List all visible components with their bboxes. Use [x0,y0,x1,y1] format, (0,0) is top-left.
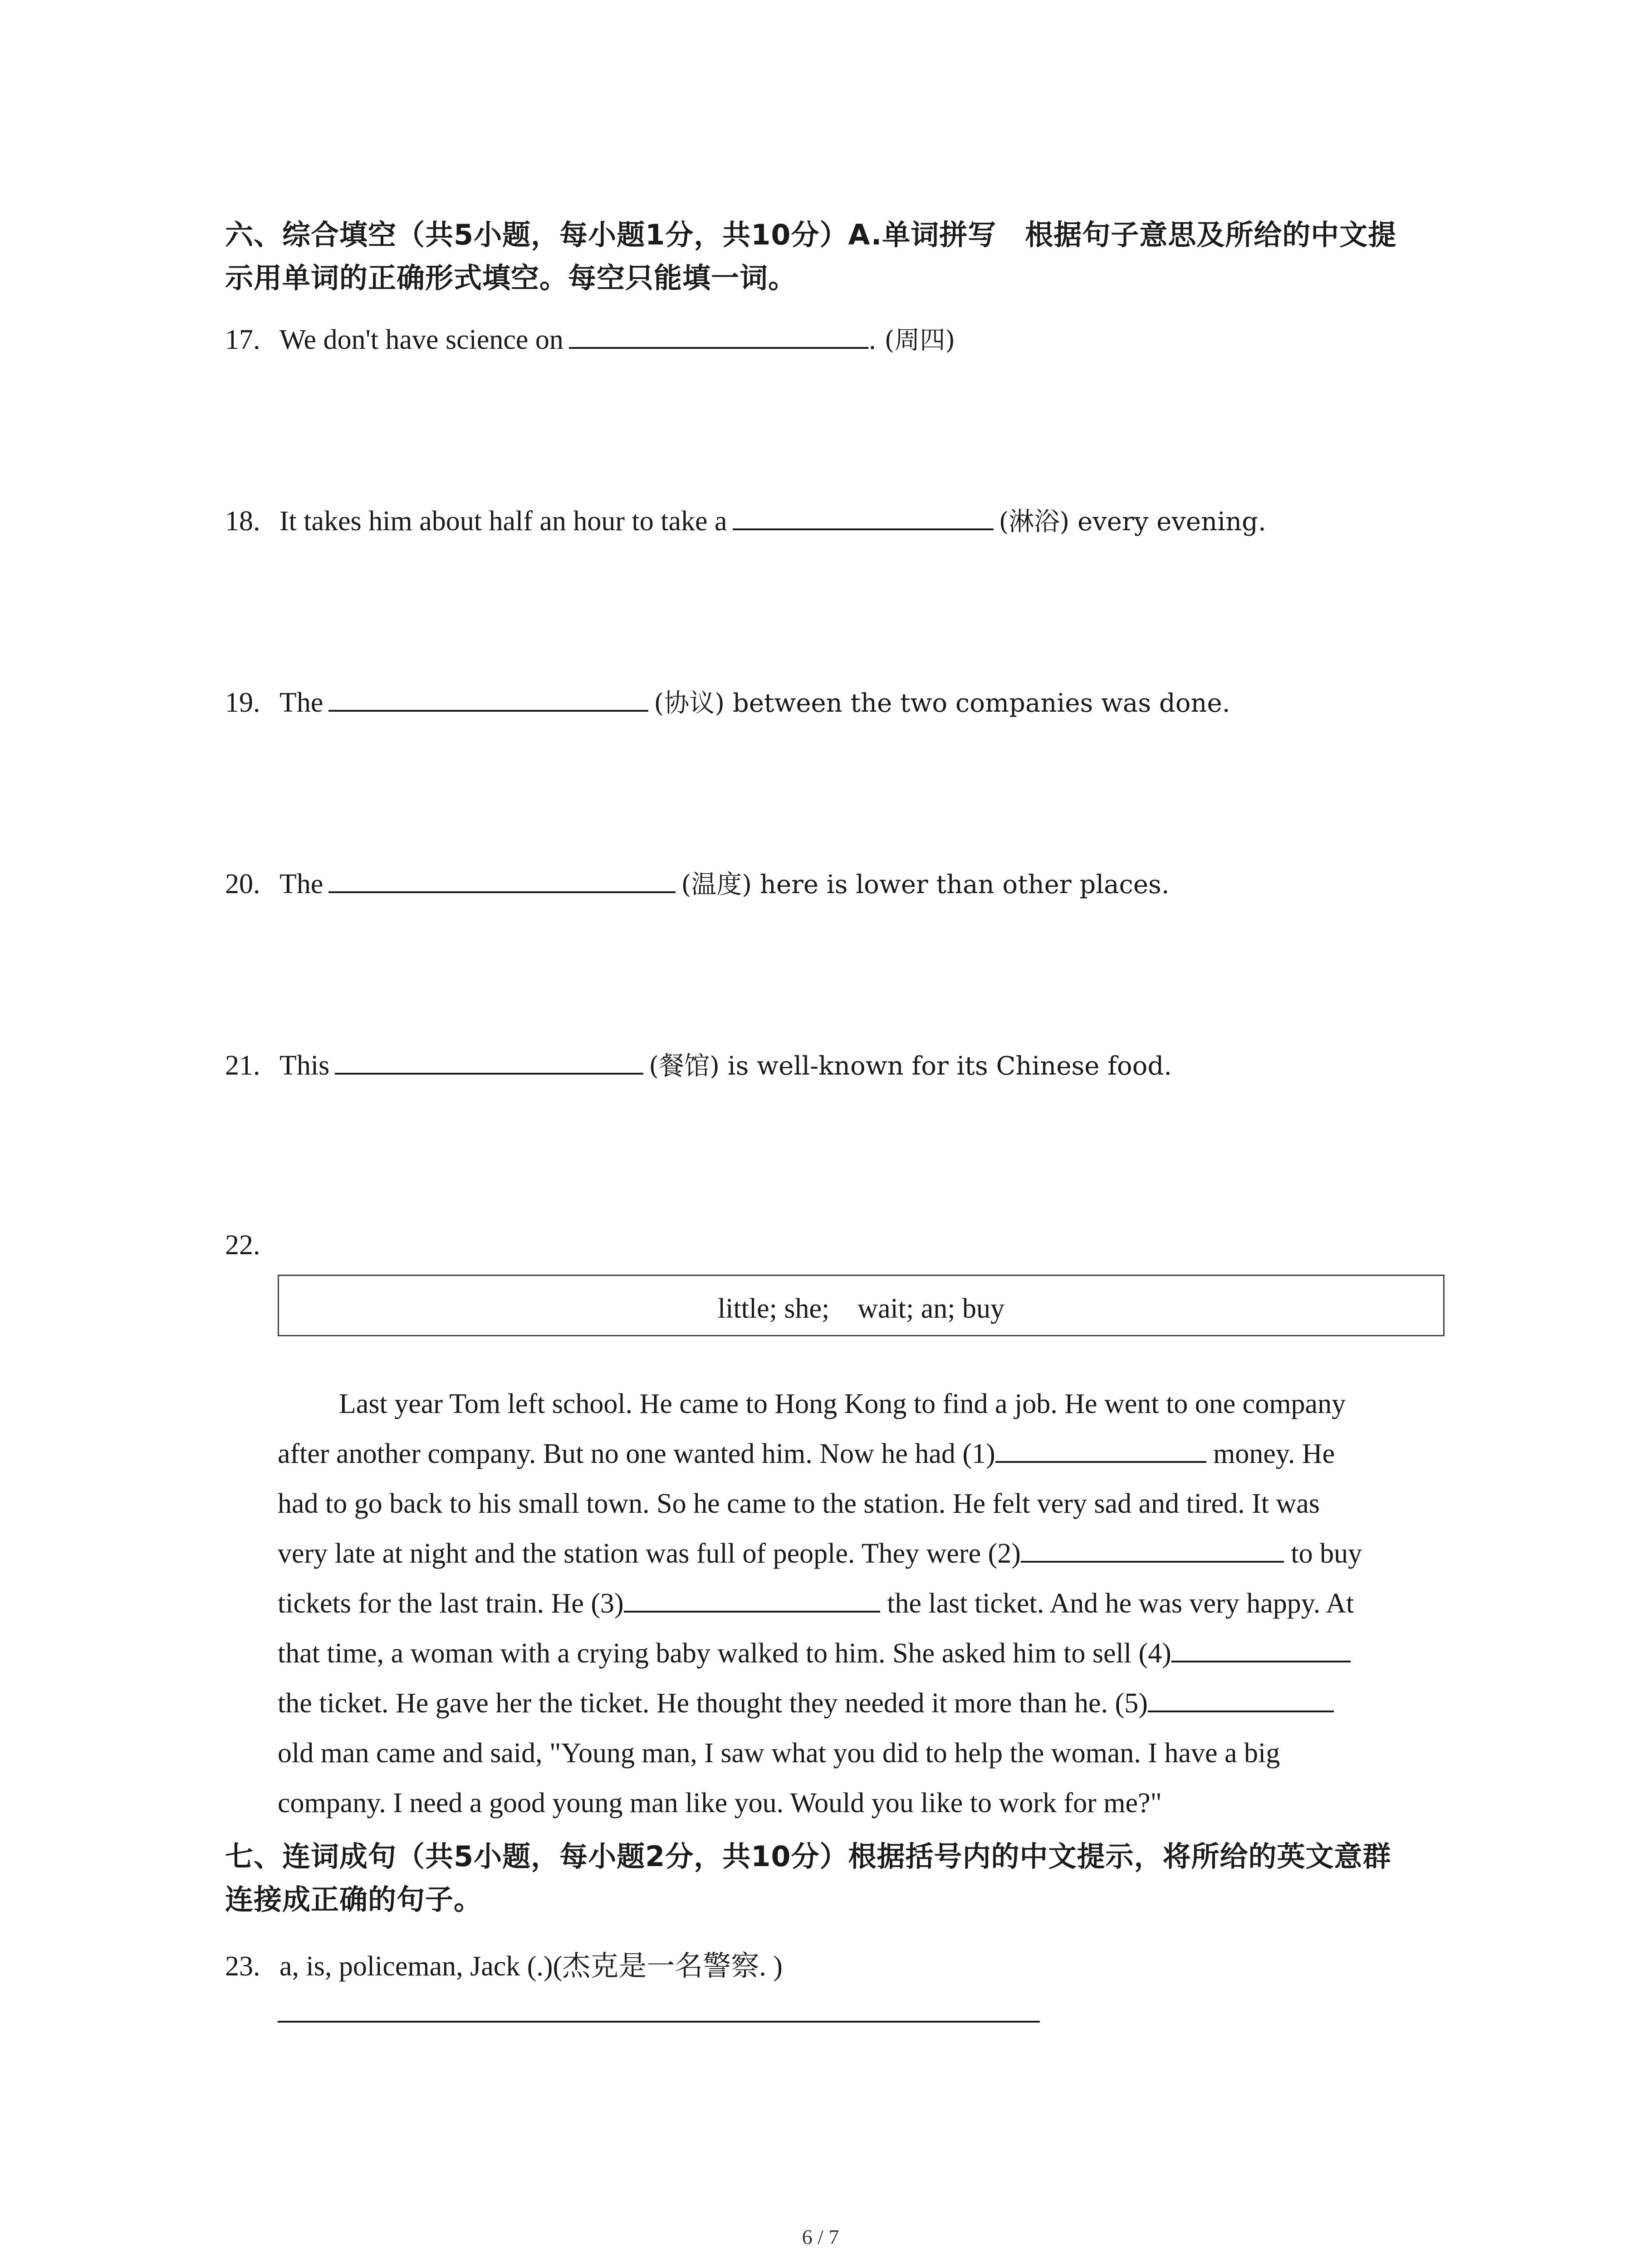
word-bank: little; she; wait; an; buy [718,1293,1004,1324]
passage-text: to buy [1283,1538,1362,1569]
question-20 [225,864,1170,903]
answer-blank[interactable] [569,320,868,349]
question-text-after: (温度) here is lower than other places. [681,870,1170,899]
answer-blank-2[interactable] [1021,1532,1284,1563]
passage-text: that time, a woman with a crying baby walked to him. She asked him to sell (4) [278,1638,1171,1669]
answer-blank-5[interactable] [1148,1681,1334,1712]
passage-text: after another company. But no one wanted him. Now he had (1) [278,1438,995,1469]
passage-text: company. I need a good young man like you. Would you like to work for me?" [278,1788,1162,1818]
question-text: a, is, policeman, Jack (.)(杰克是一名警察. ) [279,1951,783,1982]
question-22-number: 22. [225,1230,260,1261]
passage-line [278,1379,1448,1429]
question-text-after: . (周四) [868,326,955,355]
question-text-before: It takes him about half an hour to take a [279,506,727,537]
question-number: 19. [225,687,260,718]
question-text-before: The [279,869,323,899]
answer-blank-1[interactable] [995,1432,1206,1463]
question-text-after: (协议) between the two companies was done. [654,689,1230,718]
answer-blank-3[interactable] [624,1582,880,1613]
question-17 [225,320,955,359]
section-7-heading-line2: 连接成正确的句子。 [225,1883,483,1916]
section-6-heading-line1: 六、综合填空（共5小题，每小题1分，共10分）A.单词拼写 根据句子意思及所给的中文提 [225,218,1397,251]
page-number: 6 / 7 [802,2225,839,2248]
question-text-before: This [279,1050,330,1081]
question-number: 20. [225,869,260,899]
passage-text: the last ticket. And he was very happy. At [880,1588,1354,1619]
question-19 [225,683,1230,722]
passage-line [278,1579,1448,1628]
section-6-heading [225,213,1459,299]
passage-line [278,1778,1448,1828]
question-18 [225,501,1266,540]
question-text-after: (淋浴) every evening. [999,507,1266,537]
passage-text: money. He [1206,1438,1335,1469]
passage-line [278,1628,1448,1678]
section-6-heading-line2: 示用单词的正确形式填空。每空只能填一词。 [225,261,797,294]
question-text-before: The [279,687,323,718]
answer-blank[interactable] [733,501,994,530]
passage-text: the ticket. He gave her the ticket. He thought they needed it more than he. (5) [278,1688,1148,1719]
question-number: 21. [225,1050,260,1081]
passage-line [278,1529,1448,1579]
question-number: 18. [225,506,260,537]
passage-line [278,1678,1448,1728]
passage-line [278,1429,1448,1479]
cloze-passage [278,1379,1448,1828]
section-7-heading [225,1835,1459,1921]
answer-blank[interactable] [335,1046,643,1075]
passage-line [278,1479,1448,1529]
question-text-before: We don't have science on [279,324,563,355]
section-7-heading-line1: 七、连词成句（共5小题，每小题2分，共10分）根据括号内的中文提示，将所给的英文意群 [225,1840,1391,1873]
passage-text: Last year Tom left school. He came to Hong Kong to find a job. He went to one company [339,1388,1346,1419]
passage-text: old man came and said, "Young man, I saw what you did to help the woman. I have a big [278,1738,1280,1769]
answer-line-23[interactable] [278,2021,1040,2023]
question-23 [225,1948,783,1984]
question-text-after: (餐馆) is well-known for its Chinese food. [649,1051,1172,1081]
passage-line [278,1728,1448,1778]
question-number: 23. [225,1951,260,1982]
question-number: 17. [225,324,260,355]
answer-blank-4[interactable] [1171,1632,1351,1662]
answer-blank[interactable] [328,864,676,893]
passage-text: had to go back to his small town. So he came to the station. He felt very sad and tired. It was [278,1488,1320,1519]
word-bank-box [278,1275,1445,1336]
answer-blank[interactable] [328,683,648,712]
question-21 [225,1046,1172,1085]
passage-text: tickets for the last train. He (3) [278,1588,624,1619]
passage-text: very late at night and the station was full of people. They were (2) [278,1538,1021,1569]
